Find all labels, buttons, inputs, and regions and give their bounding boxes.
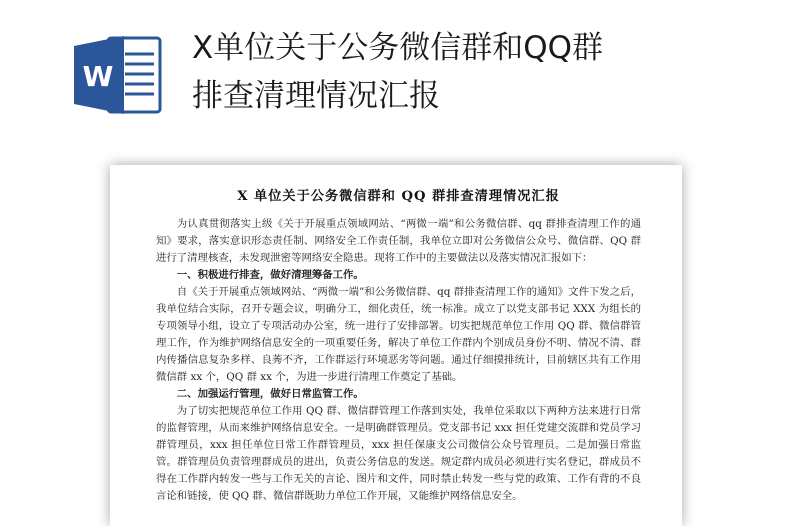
intro-paragraph: 为认真贯彻落实上级《关于开展重点领域网站、“两微一端”和公务微信群、qq 群排查清理工作的通知》要求，落实意识形态责任制、网络安全工作责任制，我单位立即对公务微信公众号、微信群、QQ 群进行了清理核查，未发现泄密等网络安全隐患。现将工作中的主要做法以及落实情况汇报如下： xyxy=(156,218,641,264)
document-page xyxy=(110,165,682,526)
word-icon xyxy=(70,30,165,120)
header xyxy=(0,0,800,160)
document-body xyxy=(156,187,641,505)
section-2-paragraph: 为了切实把规范单位工作用 QQ 群、微信群管理工作落到实处，我单位采取以下两种方法来进行日常的监督管理，从而来维护网络信息安全。一是明确群管理员。党支部书记 xxx 担任党建交流群和党员学习群管理员，xxx 担任单位日常工作群管理员，xxx 担任保康支公司微信公众号管理员。二是加强日常监管。群管理员负责管理群成员的进出，负责公务信息的发送。规定群内成员必须进行实名登记，群成员不得在工作群内转发一些与工作无关的言论、图片和文件，同时禁止转发一些与党的政策、工作有背的不良言论和链接，使 QQ 群、微信群既助力单位工作开展，又能维护网络信息安全。 xyxy=(156,405,641,502)
section-2-heading: 二、加强运行管理，做好日常监管工作。 xyxy=(176,388,364,400)
page-title-line-1: X单位关于公务微信群和QQ群 xyxy=(192,30,604,66)
word-logo-letter: W xyxy=(82,60,114,93)
section-1-heading: 一、积极进行排查，做好清理筹备工作。 xyxy=(176,269,364,281)
page-title-line-2: 排查清理情况汇报 xyxy=(192,78,440,114)
section-1-paragraph: 自《关于开展重点领域网站、“两微一端”和公务微信群、qq 群排查清理工作的通知》文件下发之后，我单位结合实际，召开专题会议，明确分工，细化责任，统一标准。成立了以党支部书记 XXX 为组长的专项领导小组，设立了专项活动办公室，统一进行了安排部署。切实把规范单位工作用 QQ 群、微信群管理工作，作为维护网络信息安全的一项重要任务，解决了单位工作群内个别成员身份不明、情况不清、群内传播信息复杂多样、良莠不齐，工作群运行环境恶劣等问题。通过仔细摸排统计，目前辖区共有工作用微信群 xx 个，QQ 群 xx 个，为进一步进行清理工作奠定了基础。 xyxy=(156,286,641,383)
document-title: X 单位关于公务微信群和 QQ 群排查清理情况汇报 xyxy=(237,189,560,204)
page-title xyxy=(192,24,782,120)
